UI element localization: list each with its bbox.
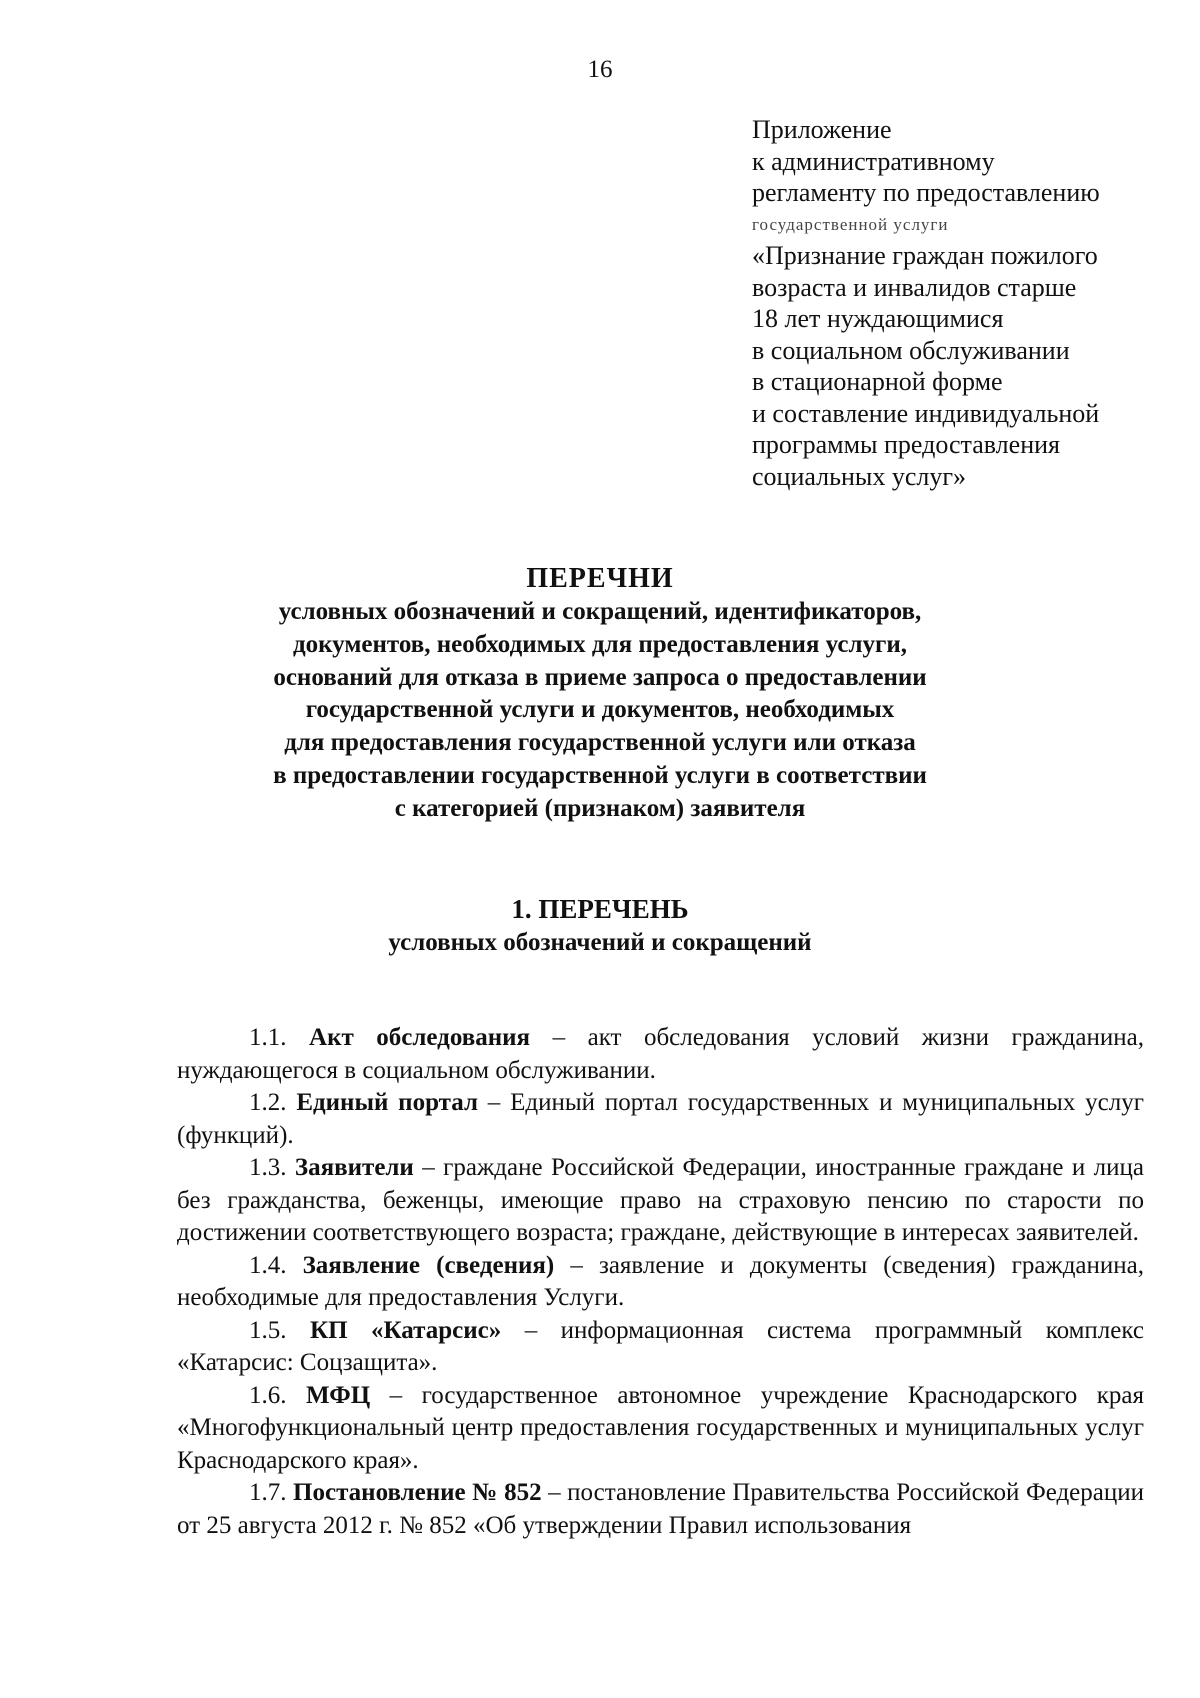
definition-item [177, 1380, 1144, 1478]
item-number: 1.3. [249, 1154, 287, 1181]
definition-item [177, 1477, 1144, 1542]
appendix-line: в социальном обслуживании [752, 335, 1070, 365]
document-title-line: условных обозначений и сокращений, идентификаторов, [278, 598, 922, 625]
document-title-line: с категорией (признаком) заявителя [394, 794, 806, 822]
document-title-line: оснований для отказа в приеме запроса о предоставлении [273, 663, 927, 691]
definition-item [177, 1152, 1144, 1250]
section-heading [0, 892, 1200, 959]
document-title-line: для предоставления государственной услуги или отказа [284, 729, 916, 757]
item-number: 1.7. [249, 1479, 287, 1506]
section-subtitle: условных обозначений и сокращений [388, 929, 812, 956]
item-text: – акт обследования условий жизни гражданина, нуждающегося в социальном обслуживании. [177, 1024, 1144, 1084]
appendix-line: к административному [752, 146, 995, 176]
item-text: – заявление и документы (сведения) гражданина, необходимые для предоставления Услуги. [177, 1251, 1144, 1311]
appendix-line: социальных услуг» [752, 461, 967, 491]
item-text: – постановление Правительства Российской Федерации от 25 августа 2012 г. № 852 «Об утверждении Правил использования [177, 1479, 1145, 1539]
appendix-note [752, 114, 1172, 492]
item-number: 1.6. [249, 1381, 287, 1409]
item-text: – граждане Российской Федерации, иностранные граждане и лица без гражданства, беженцы, имеющие право на страховую пенсию по старости по достижении соответствующего возраста; граждане, действующие в интересах заявителей. [177, 1154, 1145, 1246]
item-number: 1.2. [249, 1089, 287, 1116]
appendix-line: и составление индивидуальной [752, 398, 1100, 428]
appendix-line: программы предоставления [752, 430, 1060, 459]
document-title [0, 562, 1200, 826]
item-number: 1.5. [249, 1316, 287, 1344]
appendix-line: 18 лет нуждающимися [752, 304, 1004, 333]
appendix-line-faded: государственной услуги [752, 214, 949, 234]
item-term: Единый портал [296, 1089, 478, 1116]
item-term: МФЦ [306, 1381, 371, 1409]
item-term: Заявление (сведения) [302, 1251, 555, 1279]
item-term: Заявители [294, 1154, 414, 1181]
document-title-line: в предоставлении государственной услуги в соответствии [273, 761, 927, 789]
section-title: 1. ПЕРЕЧЕНЬ [511, 894, 689, 924]
definition-item [177, 1022, 1144, 1087]
definition-item [177, 1250, 1144, 1315]
document-title-line: документов, необходимых для предоставления услуги, [292, 630, 908, 658]
item-term: КП «Катарсис» [309, 1316, 502, 1344]
item-term: Постановление № 852 [293, 1479, 542, 1506]
definition-item [177, 1087, 1144, 1152]
definition-item [177, 1315, 1144, 1380]
definitions-list [177, 1022, 1144, 1542]
appendix-line: возраста и инвалидов старше [752, 272, 1077, 302]
page-number: 16 [587, 56, 613, 83]
item-number: 1.4. [249, 1251, 287, 1279]
item-term: Акт обследования [309, 1024, 531, 1051]
appendix-line: в стационарной форме [752, 367, 1003, 396]
document-title-main: ПЕРЕЧНИ [526, 563, 674, 594]
item-text: – государственное автономное учреждение Краснодарского края «Многофункциональный центр предоставления государственных и муниципальных услуг Краснодарского края». [177, 1381, 1145, 1474]
appendix-line: «Признание граждан пожилого [752, 241, 1098, 270]
item-number: 1.1. [249, 1024, 287, 1051]
appendix-line: регламенту по предоставлению [752, 178, 1100, 207]
item-text: – Единый портал государственных и муниципальных услуг (функций). [177, 1089, 1144, 1149]
document-title-line: государственной услуги и документов, необходимых [305, 696, 895, 724]
item-text: – информационная система программный комплекс «Катарсис: Соцзащита». [177, 1316, 1144, 1376]
appendix-line: Приложение [752, 115, 892, 144]
